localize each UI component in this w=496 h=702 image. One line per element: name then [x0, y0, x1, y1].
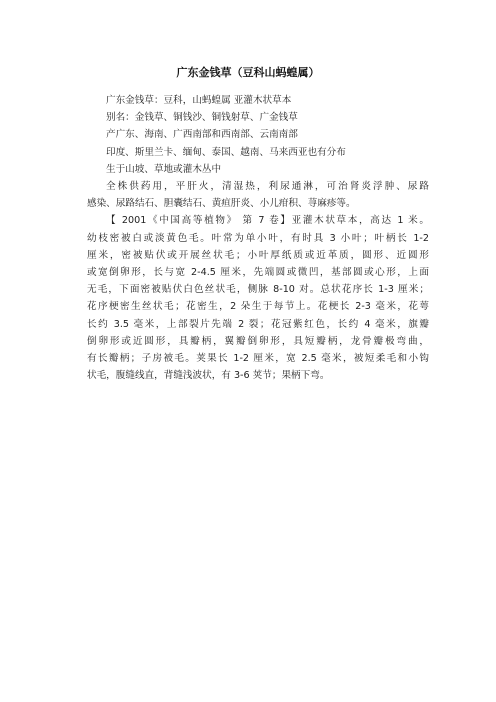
text-line: 倒卵形或近圆形，具瓣柄，翼瓣倒卵形，具短瓣柄，龙骨瓣极弯曲， [87, 335, 429, 347]
text-line: 全株供药用，平肝火，清湿热，利尿通淋，可治肾炎浮肿、尿路 [106, 181, 429, 193]
text-line: 感染、尿路结石、胆囊结石、黄疸肝炎、小儿疳积、荨麻疹等。 [87, 198, 356, 210]
text-line: 花序梗密生丝状毛；花密生，2 朵生于每节上。花梗长 2-3 毫米，花萼 [87, 301, 429, 313]
text-line: 产广东、海南、广西南部和西南部、云南南部 [106, 129, 298, 141]
text-line: 或宽倒卵形，长与宽 2-4.5 厘米，先端圆或微凹，基部圆或心形，上面 [87, 267, 429, 279]
text-line: 印度、斯里兰卡、缅甸、泰国、越南、马来西亚也有分布 [106, 146, 346, 158]
text-line: 有长瓣柄；子房被毛。荚果长 1-2 厘米，宽 2.5 毫米，被短柔毛和小钩 [87, 353, 429, 365]
text-line: 状毛，腹缝线直，背缝浅波状，有 3-6 荚节；果柄下弯。 [87, 370, 330, 382]
text-line: 生于山坡、草地或灌木丛中 [106, 163, 222, 175]
document-body [87, 92, 429, 384]
text-line: 广东金钱草：豆科，山蚂蝗属 亚灌木状草本 [106, 95, 292, 106]
text-line: 幼枝密被白或淡黄色毛。叶常为单小叶，有时具 3 小叶；叶柄长 1-2 [87, 232, 429, 244]
text-line: 厘米，密被贴伏或开展丝状毛；小叶厚纸质或近革质，圆形、近圆形 [87, 249, 429, 261]
text-line: 【 2001《中国高等植物》 第 7 卷】亚灌木状草本，高达 1 米。 [106, 215, 429, 227]
document-title: 广东金钱草（豆科山蚂蝗属） [176, 66, 320, 79]
text-line: 无毛，下面密被贴伏白色丝状毛，侧脉 8-10 对。总状花序长 1-3 厘米； [87, 284, 429, 296]
text-line: 别名：金钱草、铜钱沙、铜钱射草、广金钱草 [106, 112, 298, 124]
text-line: 长约 3.5 毫米，上部裂片先端 2 裂；花冠紫红色，长约 4 毫米，旗瓣 [87, 318, 429, 330]
